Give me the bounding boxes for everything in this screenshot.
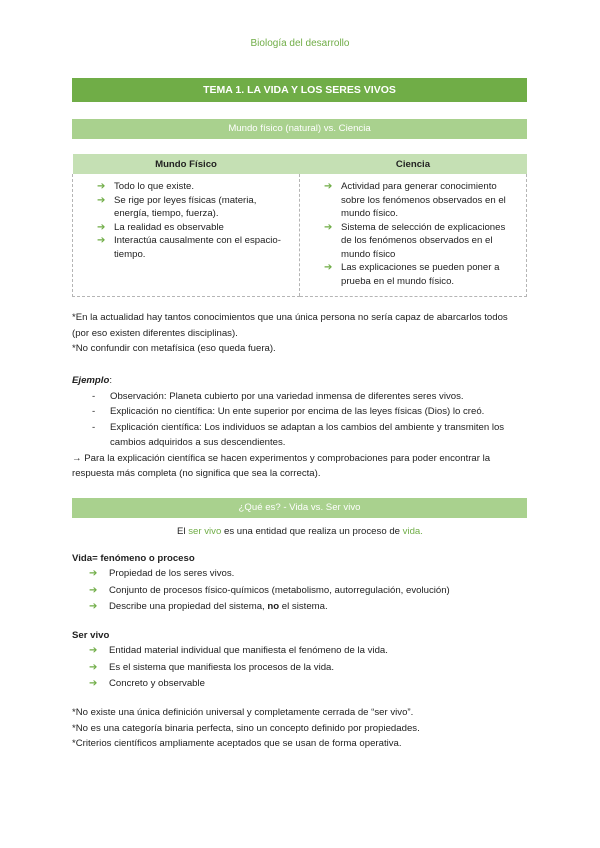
- vida-list: [89, 566, 527, 616]
- term-vida: vida.: [402, 526, 423, 537]
- arrow-right-icon: ➔: [89, 568, 98, 579]
- term-ser-vivo: ser vivo: [188, 526, 222, 537]
- note: *No es una categoría binaria perfecta, sino un concepto definido por propiedades.: [72, 722, 420, 734]
- note: *Criterios científicos ampliamente aceptados que se usan de forma operativa.: [72, 738, 402, 749]
- list-item: - Observación: Planeta cubierto por una variedad inmensa de diferentes seres vivos.: [92, 389, 527, 405]
- section-title-bar: ¿Qué es? - Vida vs. Ser vivo: [72, 498, 527, 518]
- list-item: ➔ Sistema de selección de explicaciones de los fenómenos observados en el mundo físico: [324, 221, 506, 260]
- list-item: ➔ Conjunto de procesos físico-químicos (metabolismo, autorregulación, evolución): [89, 583, 527, 600]
- arrow-right-icon: ➔: [97, 181, 106, 192]
- list-item: ➔ Entidad material individual que manifiesta el fenómeno de la vida.: [89, 643, 527, 660]
- list-item: ➔ Describe una propiedad del sistema, no el sistema.: [89, 599, 527, 616]
- main-title-bar: TEMA 1. LA VIDA Y LOS SERES VIVOS: [72, 78, 527, 102]
- example-heading: Ejemplo:: [72, 375, 112, 386]
- arrow-right-icon: ➔: [324, 262, 333, 273]
- note: *No existe una única definición universal y completamente cerrada de “ser vivo”.: [72, 707, 414, 718]
- document-header: Biología del desarrollo: [250, 38, 350, 49]
- vida-section: [72, 551, 527, 616]
- list-item: ➔ Todo lo que existe.: [97, 181, 195, 192]
- dash-bullet-icon: -: [92, 390, 96, 402]
- dash-bullet-icon: -: [92, 421, 96, 433]
- example-list: [92, 389, 527, 451]
- list-item: ➔ Se rige por leyes físicas (materia, energía, tiempo, fuerza).: [97, 194, 257, 219]
- example-conclusion: → Para la explicación científica se hacen experimentos y comprobaciones para poder encontrar la respuesta más completa (no significa que sea la correcta).: [72, 452, 491, 479]
- example-block: [72, 373, 527, 482]
- note: *No confundir con metafísica (eso queda fuera).: [72, 343, 276, 354]
- ser-vivo-heading: Ser vivo: [72, 630, 110, 641]
- list-item: ➔ Es el sistema que manifiesta los procesos de la vida.: [89, 660, 527, 677]
- vida-heading: Vida= fenómeno o proceso: [72, 553, 195, 564]
- ciencia-list: [324, 180, 518, 288]
- mundo-fisico-list: [97, 180, 291, 261]
- list-item: ➔ Propiedad de los seres vivos.: [89, 566, 527, 583]
- list-item: - Explicación no científica: Un ente superior por encima de las leyes físicas (Dios) lo creó.: [92, 404, 527, 420]
- arrow-right-icon: ➔: [324, 221, 333, 233]
- notes-block: [72, 705, 527, 752]
- notes-block: [72, 310, 527, 357]
- example-label: Ejemplo: [72, 375, 110, 386]
- arrow-right-icon: ➔: [97, 194, 106, 206]
- section-title-bar: Mundo físico (natural) vs. Ciencia: [72, 119, 527, 139]
- list-item: ➔ Interactúa causalmente con el espacio-tiempo.: [97, 235, 281, 260]
- arrow-right-icon: ➔: [89, 584, 98, 596]
- arrow-right-icon: ➔: [97, 235, 106, 246]
- arrow-right-icon: ➔: [324, 181, 333, 192]
- list-item: ➔ Concreto y observable: [89, 676, 527, 693]
- definition-line: El ser vivo es una entidad que realiza un proceso de vida.: [177, 526, 423, 537]
- list-item: - Explicación científica: Los individuos se adaptan a los cambios del ambiente y transmiten los cambios adquiridos a sus descendientes.: [92, 421, 505, 448]
- ser-vivo-section: [72, 628, 527, 693]
- list-item: ➔ Las explicaciones se pueden poner a prueba en el mundo físico.: [324, 262, 500, 287]
- arrow-right-icon: ➔: [89, 661, 98, 673]
- arrow-right-icon: ➔: [97, 221, 106, 233]
- ser-vivo-list: [89, 643, 527, 693]
- list-item: ➔ Actividad para generar conocimiento sobre los fenómenos observados en el mundo físico.: [324, 181, 506, 219]
- arrow-right-icon: ➔: [89, 601, 98, 612]
- comparison-table: [72, 154, 527, 297]
- table-cell-mundo-fisico: [73, 174, 300, 297]
- table-header-mundo-fisico: Mundo Físico: [73, 154, 300, 174]
- list-item: ➔ La realidad es observable: [97, 221, 224, 233]
- note: *En la actualidad hay tantos conocimientos que una única persona no sería capaz de abarcarlos todos (por eso existen diferentes disciplinas).: [72, 312, 508, 339]
- arrow-right-icon: ➔: [89, 645, 98, 656]
- dash-bullet-icon: -: [92, 406, 96, 417]
- arrow-right-icon: ➔: [89, 678, 98, 689]
- table-cell-ciencia: [300, 174, 527, 297]
- table-header-ciencia: Ciencia: [300, 154, 527, 174]
